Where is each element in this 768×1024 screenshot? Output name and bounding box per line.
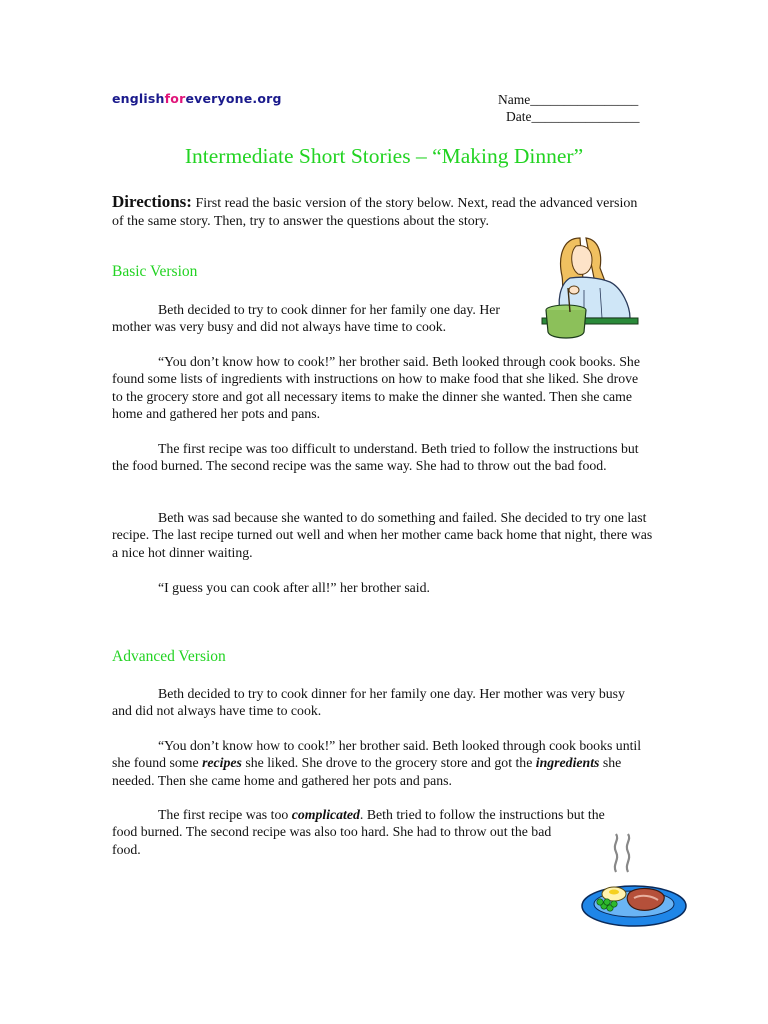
- woman-cooking-icon: [540, 232, 640, 344]
- basic-paragraph-3: The first recipe was too difficult to understand. Beth tried to follow the instructions but the food burned. The second recipe was the same way. She had to throw out the bad food.: [112, 441, 639, 474]
- basic-paragraph-1: Beth decided to try to cook dinner for her family one day. Her mother was very busy and did not always have time to cook.: [112, 302, 500, 335]
- site-logo: englishforeveryone.org: [112, 91, 282, 106]
- name-field[interactable]: Name________________: [498, 92, 639, 107]
- page-title: Intermediate Short Stories – “Making Dinner”: [184, 144, 584, 168]
- dinner-plate-icon: [578, 832, 690, 930]
- advanced-paragraph-2: “You don’t know how to cook!” her brother said. Beth looked through cook books until she found some recipes she liked. She drove to the grocery store and got the ingredients she needed. Then she came home and gathered her pots and pans.: [112, 738, 642, 788]
- advanced-version-heading: Advanced Version: [112, 648, 226, 665]
- directions: [112, 193, 642, 231]
- date-field[interactable]: Date________________: [506, 109, 640, 124]
- directions-text: First read the basic version of the story below. Next, read the advanced version of the same story. Then, try to answer the questions about the story.: [112, 196, 638, 229]
- vocab-ingredients: ingredients: [535, 755, 600, 771]
- basic-paragraph-4: Beth was sad because she wanted to do something and failed. She decided to try one last recipe. The last recipe turned out well and when her mother came back home that night, there was a nice hot dinner waiting.: [112, 510, 653, 560]
- vocab-complicated: complicated: [291, 807, 360, 822]
- basic-version-heading: Basic Version: [112, 263, 198, 280]
- vocab-recipes: recipes: [202, 755, 242, 771]
- name-date-fields: [498, 91, 639, 125]
- advanced-paragraph-1: Beth decided to try to cook dinner for her family one day. Her mother was very busy and did not always have time to cook.: [112, 686, 625, 719]
- basic-paragraph-5: “I guess you can cook after all!” her brother said.: [158, 580, 430, 595]
- basic-paragraph-2: “You don’t know how to cook!” her brother said. Beth looked through cook books. She found some lists of ingredients with instructions on how to make food that she liked. She drove to the grocery store and got all necessary items to make the dinner she wanted. Then she came home and gathered her pots and pans.: [112, 354, 640, 422]
- directions-label: Directions:: [112, 192, 192, 211]
- advanced-paragraph-3: The first recipe was too complicated. Beth tried to follow the instructions but the food burned. The second recipe was also too hard. She had to throw out the bad food.: [112, 807, 605, 857]
